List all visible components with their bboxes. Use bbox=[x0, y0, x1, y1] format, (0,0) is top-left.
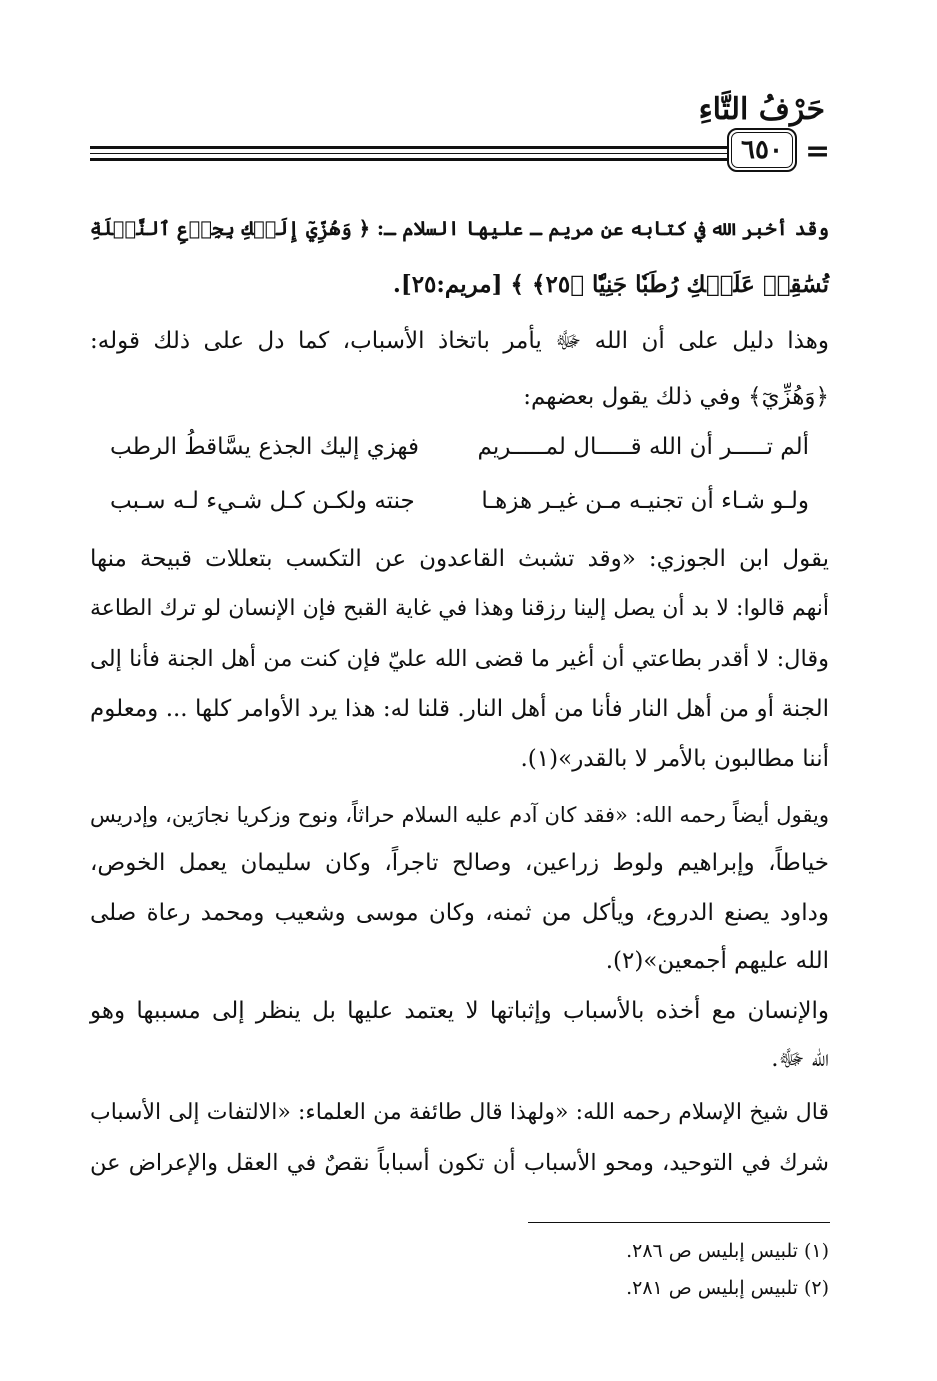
body-line: الله ﷻ. bbox=[771, 1046, 829, 1072]
body-line: وهذا دليل على أن الله ﷻ يأمر باتخاذ الأسباب، كما دل على ذلك قوله: bbox=[90, 328, 829, 354]
body-line: الله عليهم أجمعين»(٢). bbox=[605, 948, 829, 974]
footnote-divider bbox=[528, 1222, 830, 1223]
body-line: والإنسان مع أخذه بالأسباب وإثباتها لا يعتمد عليها بل ينظر إلى مسببها وهو bbox=[90, 998, 829, 1024]
page-number-frame bbox=[731, 132, 793, 168]
body-line: أنهم قالوا: لا بد أن يصل إلينا رزقنا وهذا في غاية القبح فإن الإنسان لو ترك الطاعة bbox=[90, 596, 829, 621]
header-rule-top bbox=[90, 146, 727, 149]
verse-second-hemistich: جنته ولكـن كـل شـيء لـه سـبب bbox=[110, 488, 415, 514]
body-line: شرك في التوحيد، ومحو الأسباب أن تكون أسباباً نقصٌ في العقل والإعراض عن bbox=[90, 1150, 829, 1176]
body-line: خياطاً، وإبراهيم ولوط زراعين، وصالح تاجراً، وكان سليمان يعمل الخوص، bbox=[90, 850, 829, 876]
body-line: وداود يصنع الدروع، ويأكل من ثمنه، وكان موسى وشعيب ومحمد رعاة صلى bbox=[90, 900, 829, 926]
body-line: ﴿وَهُزِّيٓ﴾ وفي ذلك يقول بعضهم: bbox=[523, 384, 829, 410]
body-line: قال شيخ الإسلام رحمه الله: «ولهذا قال طائفة من العلماء: «الالتفات إلى الأسباب bbox=[90, 1100, 829, 1125]
footnote: (٢) تلبيس إبليس ص ٢٨١. bbox=[626, 1277, 829, 1299]
body-line: تُسَٰقِطۡ عَلَيۡكِ رُطَبٗا جَنِيّٗا ﴿٢٥﴾ ﴾ [مريم:٢٥]. bbox=[392, 271, 829, 298]
header-rule-bottom bbox=[90, 158, 727, 161]
verse-second-hemistich: فهزي إليك الجذع يسَّاقطُ الرطب bbox=[110, 434, 420, 460]
footnote: (١) تلبيس إبليس ص ٢٨٦. bbox=[626, 1240, 829, 1262]
body-line: أننا مطالبون بالأمر لا بالقدر»(١). bbox=[520, 746, 829, 772]
chapter-title: حَرْفُ التَّاءِ bbox=[698, 92, 825, 127]
body-line: ويقول أيضاً رحمه الله: «فقد كان آدم عليه السلام حراثاً، ونوح وزكريا نجارَين، وإدريس bbox=[90, 803, 829, 827]
body-line: يقول ابن الجوزي: «وقد تشبث القاعدون عن التكسب بتعللات قبيحة منها bbox=[90, 546, 829, 572]
header-rule-mid bbox=[90, 153, 727, 154]
verse-first-hemistich: ولـو شـاء أن تجنيـه مـن غيـر هزهـا bbox=[481, 488, 809, 514]
body-line: وقد أخبر الله في كتابه عن مريم ـ عليها السلام ـ: ﴿ وَهُزِّيٓ إِلَيۡكِ بِجِذۡعِ ٱلنَّخۡلَةِ bbox=[89, 217, 829, 240]
body-line: الجنة أو من أهل النار فأنا من أهل النار. قلنا له: هذا يرد الأوامر كلها ... ومعلوم bbox=[90, 696, 829, 722]
header-ornament: = bbox=[805, 134, 831, 169]
body-line: وقال: لا أقدر بطاعتي أن أغير ما قضى الله عليّ فإن كنت من أهل الجنة فأنا إلى bbox=[90, 646, 829, 672]
page-number: ٦٥٠ bbox=[741, 135, 783, 165]
verse-first-hemistich: ألم تـــــر أن الله قـــــال لمـــــريم bbox=[477, 434, 809, 460]
